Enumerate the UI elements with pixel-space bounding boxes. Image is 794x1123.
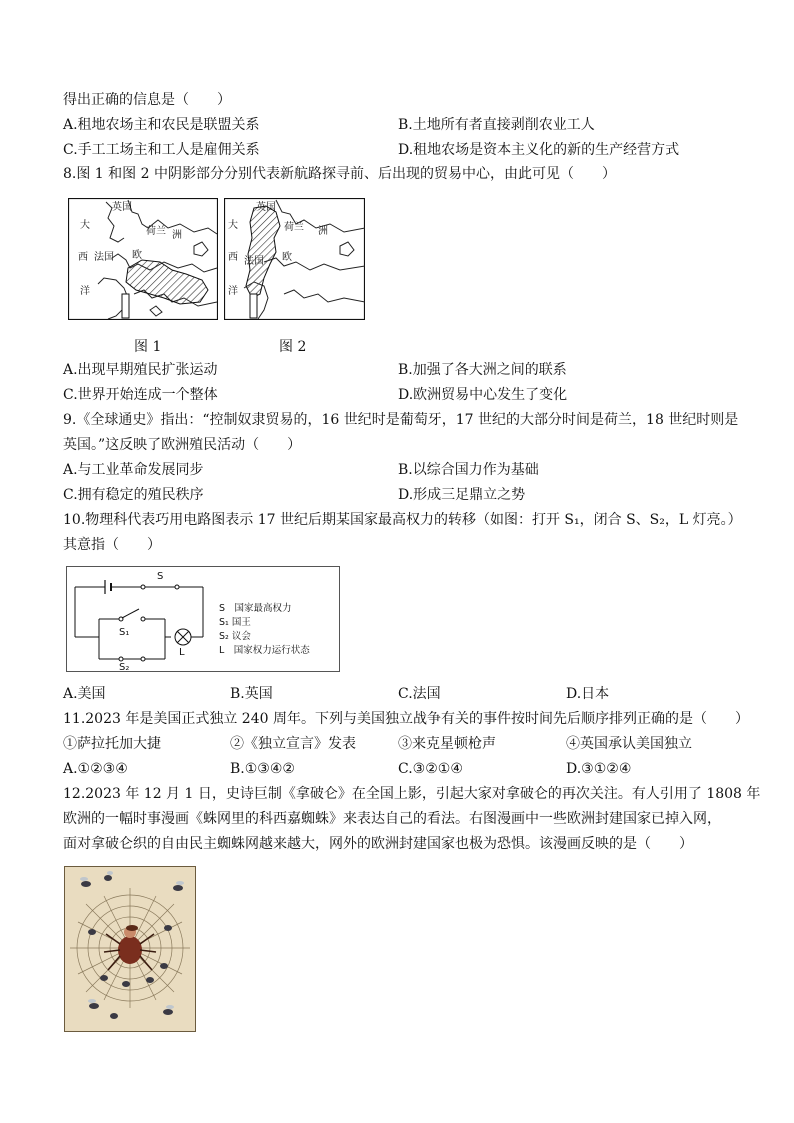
map2-label-britain: 英国 bbox=[256, 202, 276, 213]
q9-option-b[interactable]: B.以综合国力作为基础 bbox=[398, 462, 539, 478]
map2-label-da: 大 bbox=[228, 220, 238, 231]
map2-label-zhou: 洲 bbox=[318, 226, 328, 237]
q11-option-c[interactable]: C.③②①④ bbox=[398, 761, 463, 777]
corsican-spider-cartoon bbox=[64, 866, 196, 1032]
q8-option-a[interactable]: A.出现早期殖民扩张运动 bbox=[63, 362, 218, 378]
trade-center-map-1 bbox=[68, 198, 218, 320]
q10-option-a[interactable]: A.美国 bbox=[63, 686, 106, 702]
circuit-label-s1: S₁ bbox=[119, 627, 130, 638]
circuit-label-s: S bbox=[157, 571, 164, 582]
q7-stem-tail: 得出正确的信息是（ ） bbox=[63, 92, 231, 108]
q11-option-b[interactable]: B.①③④② bbox=[230, 761, 295, 777]
map1-caption: 图 1 bbox=[134, 339, 162, 355]
q10-stem-line-1: 10.物理科代表巧用电路图表示 17 世纪后期某国家最高权力的转移（如图：打开 S₁，闭合 S、S₂，L 灯亮。） bbox=[63, 512, 742, 528]
q12-stem-line-2: 欧洲的一幅时事漫画《蛛网里的科西嘉蜘蛛》来表达自己的看法。右图漫画中一些欧洲封建国家已掉入网， bbox=[63, 811, 721, 827]
map2-label-yang: 洋 bbox=[228, 286, 238, 297]
q7-option-b[interactable]: B.土地所有者直接剥削农业工人 bbox=[398, 117, 595, 133]
circuit-label-lamp: L bbox=[179, 647, 185, 658]
q8-stem: 8.图 1 和图 2 中阴影部分分别代表新航路探寻前、后出现的贸易中心，由此可见（ ） bbox=[63, 166, 616, 182]
map2-caption: 图 2 bbox=[279, 339, 307, 355]
q9-option-c[interactable]: C.拥有稳定的殖民秩序 bbox=[63, 487, 204, 503]
q9-option-a[interactable]: A.与工业革命发展同步 bbox=[63, 462, 204, 478]
q12-stem-line-3: 面对拿破仑织的自由民主蜘蛛网越来越大，网外的欧洲封建国家也极为恐惧。该漫画反映的是（ ） bbox=[63, 836, 693, 852]
q11-event-2: ②《独立宣言》发表 bbox=[230, 736, 356, 752]
q10-stem-line-2: 其意指（ ） bbox=[63, 537, 161, 553]
q12-stem-line-1: 12.2023 年 12 月 1 日，史诗巨制《拿破仑》在全国上影，引起大家对拿破仑的再次关注。有人引用了 1808 年 bbox=[63, 786, 761, 802]
map1-label-zhou: 洲 bbox=[172, 230, 182, 241]
q7-option-d[interactable]: D.租地农场是资本主义化的新的生产经营方式 bbox=[398, 142, 680, 158]
map2-label-ou: 欧 bbox=[282, 252, 292, 263]
map2-label-xi: 西 bbox=[228, 252, 238, 263]
q10-option-c[interactable]: C.法国 bbox=[398, 686, 441, 702]
q11-option-a[interactable]: A.①②③④ bbox=[63, 761, 128, 777]
q7-option-a[interactable]: A.租地农场主和农民是联盟关系 bbox=[63, 117, 260, 133]
map1-label-yang: 洋 bbox=[80, 286, 90, 297]
circuit-label-s2: S₂ bbox=[119, 662, 130, 671]
q10-option-d[interactable]: D.日本 bbox=[566, 686, 610, 702]
circuit-legend-s2: S₂ 议会 bbox=[219, 631, 251, 642]
q11-event-1: ①萨拉托加大捷 bbox=[63, 736, 161, 752]
q9-option-d[interactable]: D.形成三足鼎立之势 bbox=[398, 487, 526, 503]
circuit-legend-l: L 国家权力运行状态 bbox=[219, 645, 310, 656]
q8-option-d[interactable]: D.欧洲贸易中心发生了变化 bbox=[398, 387, 568, 403]
q7-option-c[interactable]: C.手工工场主和工人是雇佣关系 bbox=[63, 142, 260, 158]
q9-stem-line-2: 英国。”这反映了欧洲殖民活动（ ） bbox=[63, 437, 302, 453]
map1-label-ou: 欧 bbox=[132, 250, 142, 261]
q11-stem: 11.2023 年是美国正式独立 240 周年。下列与美国独立战争有关的事件按时间先后顺序排列正确的是（ ） bbox=[63, 711, 749, 727]
circuit-legend-s1: S₁ 国王 bbox=[219, 617, 251, 628]
q10-option-b[interactable]: B.英国 bbox=[230, 686, 273, 702]
map2-label-france: 法国 bbox=[244, 256, 264, 267]
trade-center-map-2 bbox=[224, 198, 365, 320]
map1-label-xi: 西 bbox=[78, 252, 88, 263]
map1-label-netherlands: 荷兰 bbox=[146, 226, 166, 237]
circuit-diagram-frame bbox=[66, 566, 340, 672]
q9-stem-line-1: 9.《全球通史》指出：“控制奴隶贸易的，16 世纪时是葡萄牙，17 世纪的大部分时间是荷兰，18 世纪时则是 bbox=[63, 412, 739, 428]
map1-label-france: 法国 bbox=[94, 252, 114, 263]
map1-label-britain: 英国 bbox=[112, 202, 132, 213]
q11-event-3: ③来克星顿枪声 bbox=[398, 736, 496, 752]
map1-label-da: 大 bbox=[80, 220, 90, 231]
q11-option-d[interactable]: D.③①②④ bbox=[566, 761, 632, 777]
q11-event-4: ④英国承认美国独立 bbox=[566, 736, 692, 752]
circuit-legend-s: S 国家最高权力 bbox=[219, 603, 292, 614]
q8-option-b[interactable]: B.加强了各大洲之间的联系 bbox=[398, 362, 567, 378]
q8-option-c[interactable]: C.世界开始连成一个整体 bbox=[63, 387, 218, 403]
map2-label-netherlands: 荷兰 bbox=[284, 222, 304, 233]
